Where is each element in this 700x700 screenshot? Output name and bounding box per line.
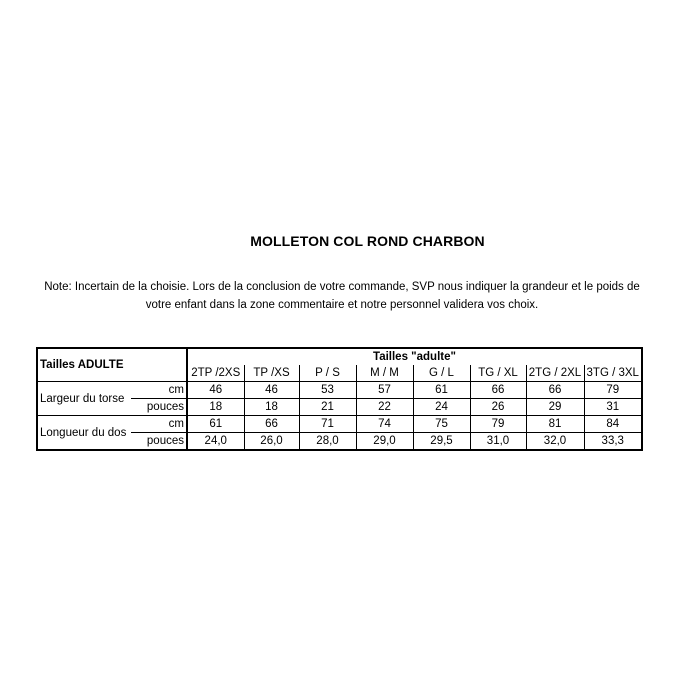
value-cell: 75 bbox=[413, 416, 470, 433]
size-chart-table bbox=[36, 347, 643, 451]
value-cell: 74 bbox=[356, 416, 413, 433]
row-label-back: Longueur du dos bbox=[37, 416, 131, 451]
value-cell: 24,0 bbox=[187, 433, 244, 451]
value-cell: 79 bbox=[584, 382, 642, 399]
value-cell: 46 bbox=[187, 382, 244, 399]
page-title: MOLLETON COL ROND CHARBON bbox=[250, 233, 485, 249]
value-cell: 61 bbox=[187, 416, 244, 433]
size-header: 3TG / 3XL bbox=[584, 365, 642, 382]
value-cell: 29,0 bbox=[356, 433, 413, 451]
size-header: P / S bbox=[299, 365, 356, 382]
value-cell: 66 bbox=[526, 382, 584, 399]
value-cell: 24 bbox=[413, 399, 470, 416]
size-header: TP /XS bbox=[244, 365, 299, 382]
value-cell: 71 bbox=[299, 416, 356, 433]
value-cell: 66 bbox=[470, 382, 526, 399]
size-header: TG / XL bbox=[470, 365, 526, 382]
value-cell: 18 bbox=[187, 399, 244, 416]
size-header: 2TG / 2XL bbox=[526, 365, 584, 382]
size-header: G / L bbox=[413, 365, 470, 382]
value-cell: 31,0 bbox=[470, 433, 526, 451]
table-row bbox=[37, 416, 642, 433]
value-cell: 84 bbox=[584, 416, 642, 433]
value-cell: 81 bbox=[526, 416, 584, 433]
unit-label: cm bbox=[131, 416, 187, 433]
size-header: M / M bbox=[356, 365, 413, 382]
value-cell: 46 bbox=[244, 382, 299, 399]
row-label-torso: Largeur du torse bbox=[37, 382, 131, 416]
unit-label: pouces bbox=[131, 399, 187, 416]
unit-label: pouces bbox=[131, 433, 187, 451]
value-cell: 66 bbox=[244, 416, 299, 433]
value-cell: 32,0 bbox=[526, 433, 584, 451]
value-cell: 33,3 bbox=[584, 433, 642, 451]
value-cell: 22 bbox=[356, 399, 413, 416]
value-cell: 53 bbox=[299, 382, 356, 399]
value-cell: 29 bbox=[526, 399, 584, 416]
value-cell: 57 bbox=[356, 382, 413, 399]
corner-label: Tailles ADULTE bbox=[37, 348, 187, 382]
value-cell: 26,0 bbox=[244, 433, 299, 451]
value-cell: 28,0 bbox=[299, 433, 356, 451]
table-row bbox=[37, 382, 642, 399]
size-header: 2TP /2XS bbox=[187, 365, 244, 382]
value-cell: 31 bbox=[584, 399, 642, 416]
value-cell: 18 bbox=[244, 399, 299, 416]
value-cell: 26 bbox=[470, 399, 526, 416]
unit-label: cm bbox=[131, 382, 187, 399]
value-cell: 21 bbox=[299, 399, 356, 416]
note-text: Note: Incertain de la choisie. Lors de la conclusion de votre commande, SVP nous indiquer la grandeur et le poids de votre enfant dans la zone commentaire et notre personnel validera vos choix. bbox=[44, 281, 640, 311]
value-cell: 61 bbox=[413, 382, 470, 399]
group-header: Tailles "adulte" bbox=[187, 348, 642, 365]
value-cell: 79 bbox=[470, 416, 526, 433]
value-cell: 29,5 bbox=[413, 433, 470, 451]
